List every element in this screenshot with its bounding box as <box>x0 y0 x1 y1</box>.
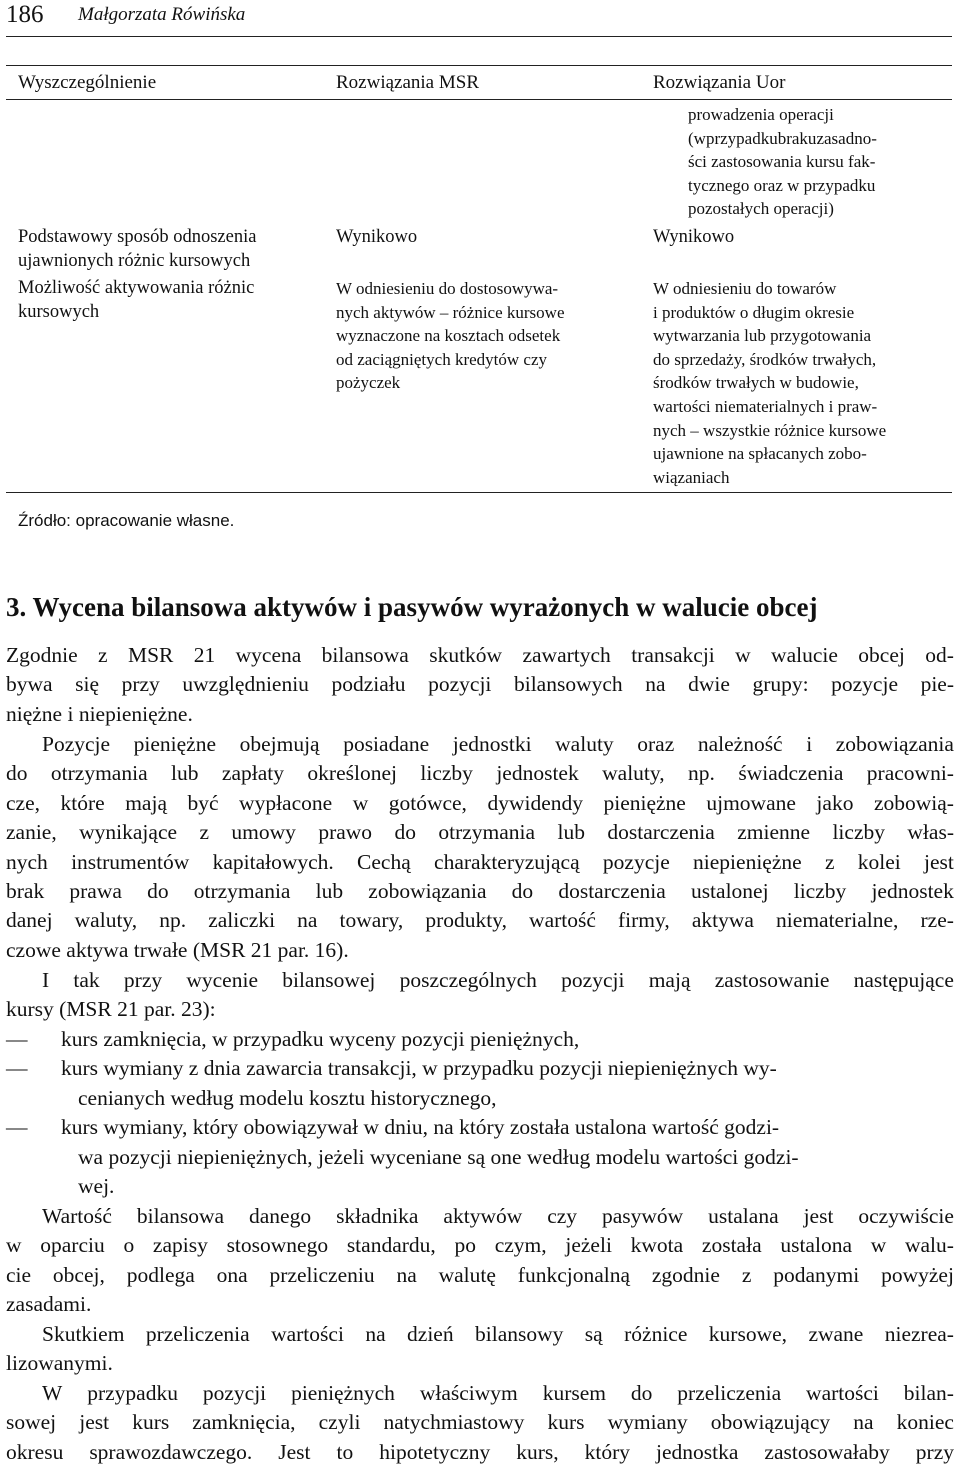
list-item <box>6 1025 954 1054</box>
text-line: Skutkiem przeliczenia wartości na dzień bilansowy są różnice kursowe, zwane niezrea- <box>42 1322 954 1346</box>
table-cell-line: ści zastosowania kursu fak- <box>688 152 876 172</box>
text-line: I tak przy wycenie bilansowej poszczególnych pozycji mają zastosowanie następujące <box>42 968 954 992</box>
table-cell-line: Wynikowo <box>336 227 418 247</box>
dash-bullet <box>6 1054 61 1083</box>
table-cell-line: prowadzenia operacji <box>688 105 834 124</box>
table-cell-line: Możliwość aktywowania różnic <box>18 278 255 298</box>
text-line: bywa się przy uwzględnieniu podziału pozycji bilansowych na dwie grupy: pozycje pie- <box>6 672 954 697</box>
table-cell-line: od zaciągniętych kredytów czy <box>336 349 547 369</box>
list-item-text: kurs zamknięcia, w przypadku wyceny pozycji pieniężnych, <box>61 1027 580 1051</box>
table-cell-line: Podstawowy sposób odnoszenia <box>18 227 257 247</box>
table-cell-line: pożyczek <box>336 373 401 393</box>
running-title-author: Małgorzata Rówińska <box>78 4 246 25</box>
paragraph-4 <box>6 1202 954 1320</box>
text-line: brak prawa do otrzymania lub zobowiązania do dostarczenia ustalonej liczby jednostek <box>6 879 954 904</box>
uor-continuation-cell <box>688 103 952 221</box>
uor-cell-row1 <box>653 226 734 250</box>
table-top-rule <box>6 65 952 66</box>
table-cell-line: wartości niematerialnych i praw- <box>653 396 878 416</box>
text-line: Pozycje pieniężne obejmują posiadane jednostki waluty oraz należność i zobowiązania <box>42 732 954 756</box>
table-cell-line: Wynikowo <box>653 227 735 247</box>
text-line: nych instrumentów kapitałowych. Cechą charakteryzującą pozycje niepieniężne z kolei jest <box>6 849 954 874</box>
text-line: cie obcej, podlega ona przeliczeniu na walutę funkcjonalną zgodnie z podanymi powyżej <box>6 1262 954 1287</box>
text-line: czowe aktywa trwałe (MSR 21 par. 16). <box>6 937 349 962</box>
column-header-wyszczegolnienie: Wyszczególnienie <box>18 72 157 93</box>
rates-list <box>6 1025 954 1201</box>
page-number: 186 <box>6 1 44 28</box>
text-line: sowej jest kurs zamknięcia, czyli natychmiastowy kurs wymiany obowiązujący na koniec <box>6 1410 954 1435</box>
list-item-text: kurs wymiany z dnia zawarcia transakcji, w przypadku pozycji niepieniężnych wy- <box>61 1056 777 1081</box>
table-cell-line: do sprzedaży, środków trwałych, <box>653 349 877 369</box>
list-item-text: kurs wymiany, który obowiązywał w dniu, na który została ustalona wartość godzi- <box>61 1115 780 1140</box>
list-item <box>6 1054 954 1083</box>
list-item-continuation: wej. <box>78 1174 115 1199</box>
text-line: lizowanymi. <box>6 1351 113 1376</box>
table-cell-line: wyznaczone na kosztach odsetek <box>336 326 561 346</box>
text-line: zasadami. <box>6 1292 92 1317</box>
text-line: niężne i niepieniężne. <box>6 701 193 726</box>
column-header-msr: Rozwiązania MSR <box>336 72 480 93</box>
table-cell-line: nych – wszystkie różnice kursowe <box>653 420 887 440</box>
paragraph-3 <box>6 966 954 1025</box>
msr-cell-row1 <box>336 226 417 250</box>
uor-cell-row2 <box>653 277 935 489</box>
row-label-podstawowy-sposob <box>18 226 318 273</box>
msr-cell-row2 <box>336 277 618 395</box>
table-cell-line: ujawnione na spłacanych zobo- <box>653 444 867 464</box>
paragraph-2 <box>6 730 954 965</box>
table-source-note: Źródło: opracowanie własne. <box>18 511 235 530</box>
dash-bullet <box>6 1113 61 1142</box>
table-cell-line: (wprzypadkubrakuzasadno- <box>688 128 877 148</box>
section-heading: 3. Wycena bilansowa aktywów i pasywów wyrażonych w walucie obcej <box>6 592 818 622</box>
table-cell-line: ujawnionych różnic kursowych <box>18 250 251 271</box>
table-cell-line: i produktów o długim okresie <box>653 302 855 322</box>
table-cell-line: pozostałych operacji) <box>688 199 834 219</box>
text-line: kursy (MSR 21 par. 23): <box>6 997 216 1022</box>
text-line: w oparciu o zapisy stosownego standardu, po czym, jeżeli kwota została ustalona w walu- <box>6 1233 954 1258</box>
table-cell-line: tycznego oraz w przypadku <box>688 175 876 195</box>
row-label-mozliwosc-aktywowania <box>18 277 318 324</box>
text-line: Wartość bilansowa danego składnika aktywów czy pasywów ustalana jest oczywiście <box>42 1204 954 1228</box>
text-line: Zgodnie z MSR 21 wycena bilansowa skutków zawartych transakcji w walucie obcej od- <box>6 643 954 667</box>
list-item-continuation: cenianych według modelu kosztu historycznego, <box>78 1085 497 1110</box>
text-line: okresu sprawozdawczego. Jest to hipotetyczny kurs, który jednostka zastosowałaby przy <box>6 1439 954 1464</box>
paragraph-6 <box>6 1379 954 1467</box>
table-cell-line: W odniesieniu do dostosowywa- <box>336 279 559 298</box>
dash-bullet <box>6 1025 61 1054</box>
text-line: cze, które mają być wypłacone w gotówce, dywidendy pieniężne ujmowane jako zobowią- <box>6 790 954 815</box>
text-line: zanie, wynikające z umowy prawo do otrzymania lub dostarczenia zmienne liczby włas- <box>6 820 954 845</box>
table-cell-line: kursowych <box>18 301 100 322</box>
table-cell-line: wiązaniach <box>653 467 730 487</box>
paragraph-1 <box>6 641 954 729</box>
table-cell-line: nych aktywów – różnice kursowe <box>336 302 565 322</box>
table-cell-line: środków trwałych w budowie, <box>653 373 859 393</box>
table-bottom-rule <box>6 492 952 493</box>
list-item-continuation: wa pozycji niepieniężnych, jeżeli wyceniane są one według modelu wartości godzi- <box>78 1144 799 1169</box>
text-line: W przypadku pozycji pieniężnych właściwym kursem do przeliczenia wartości bilan- <box>42 1381 954 1405</box>
paragraph-5 <box>6 1320 954 1379</box>
table-cell-line: wytwarzania lub przygotowania <box>653 326 872 346</box>
text-line: danej waluty, np. zaliczki na towary, produkty, wartość firmy, aktywa niematerialne, rze- <box>6 908 954 933</box>
list-item <box>6 1113 954 1142</box>
column-header-uor: Rozwiązania Uor <box>653 72 786 93</box>
page-header <box>6 0 952 37</box>
table-header-rule <box>6 99 952 100</box>
text-line: do otrzymania lub zapłaty określonej liczby jednostek waluty, np. świadczenia pracowni- <box>6 761 954 786</box>
table-cell-line: W odniesieniu do towarów <box>653 279 837 298</box>
